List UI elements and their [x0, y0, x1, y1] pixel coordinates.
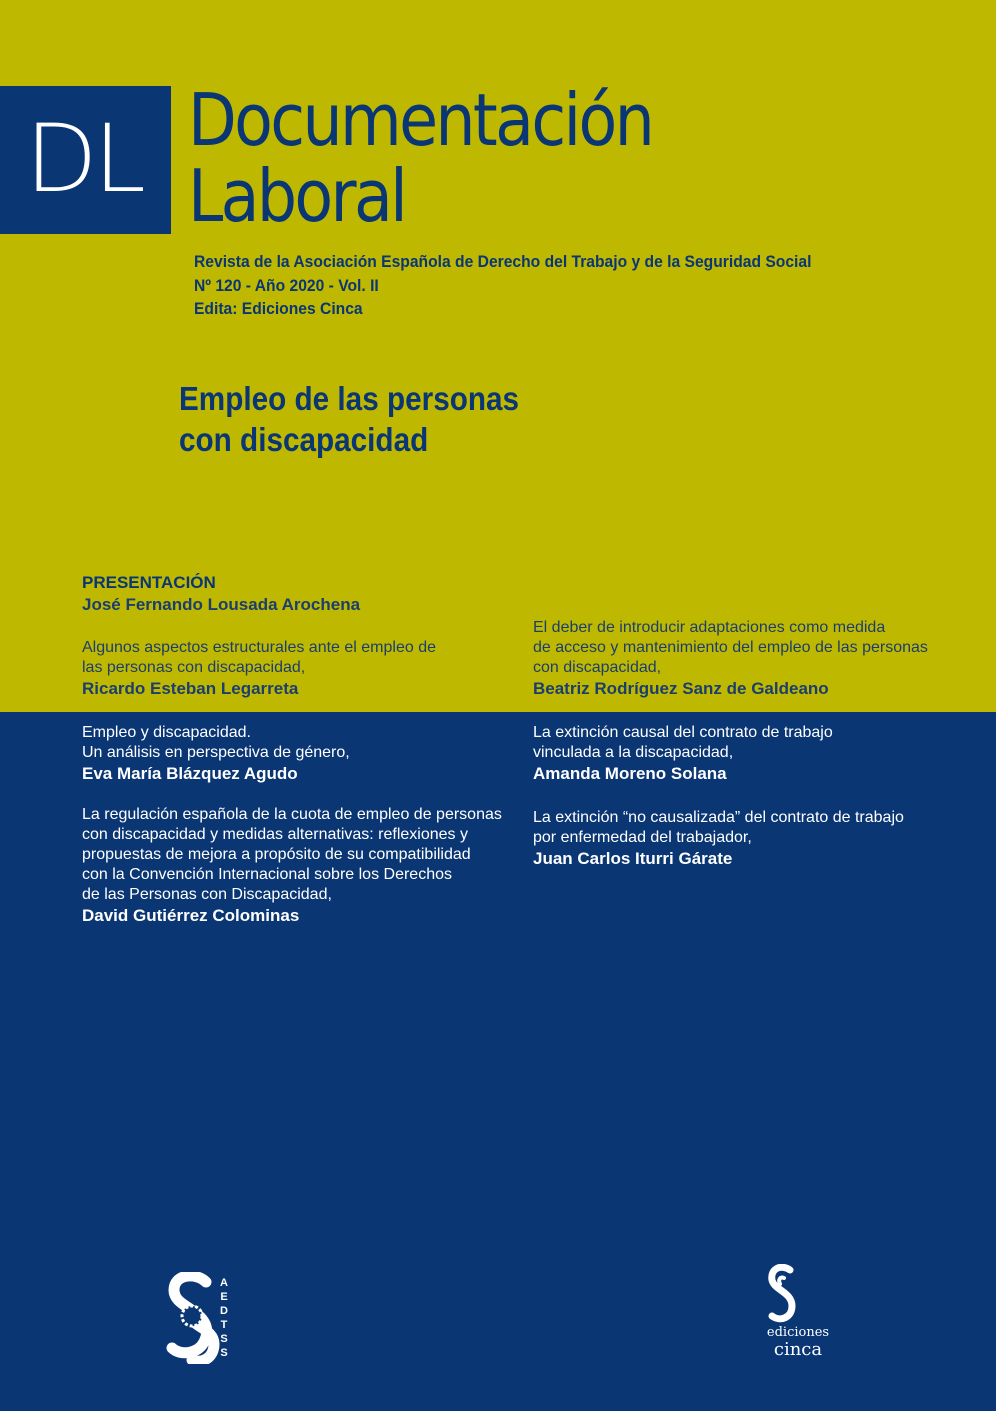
- article-title-line: El deber de introducir adaptaciones como medida: [533, 619, 886, 636]
- article-author: David Gutiérrez Colominas: [82, 906, 300, 925]
- aedtss-section-sign-icon: [166, 1272, 232, 1364]
- publisher-label: Edita:: [194, 299, 238, 318]
- article-4: [533, 723, 833, 784]
- article-title-line: propuestas de mejora a propósito de su compatibilidad: [82, 846, 471, 863]
- article-title-line: Un análisis en perspectiva de género,: [82, 744, 350, 761]
- journal-subtitle: Revista de la Asociación Española de Derecho del Trabajo y de la Seguridad Social: [194, 252, 812, 271]
- svg-text:D: D: [220, 1305, 228, 1317]
- presentation-author: José Fernando Lousada Arochena: [82, 595, 361, 614]
- journal-title: [188, 78, 653, 238]
- svg-text:A: A: [220, 1277, 228, 1289]
- article-title-line: de las Personas con Discapacidad,: [82, 886, 332, 903]
- journal-meta: [194, 250, 811, 321]
- article-title-line: La regulación española de la cuota de empleo de personas: [82, 806, 502, 823]
- article-3: [82, 723, 350, 784]
- article-1: [82, 638, 436, 699]
- svg-text:S: S: [220, 1333, 228, 1345]
- article-title-line: por enfermedad del trabajador,: [533, 829, 752, 846]
- cinca-logo-word1: ediciones: [766, 1325, 830, 1340]
- issue-title: [179, 378, 519, 460]
- issue-title-line2: con discapacidad: [179, 421, 429, 458]
- article-author: Amanda Moreno Solana: [533, 764, 727, 783]
- dl-logo-box: [0, 86, 171, 234]
- issue-title-line1: Empleo de las personas: [179, 380, 520, 417]
- article-2: [533, 618, 928, 699]
- journal-title-line2: Laboral: [188, 154, 406, 238]
- article-5: [82, 805, 502, 926]
- svg-text:T: T: [220, 1319, 228, 1331]
- article-title-line: las personas con discapacidad,: [82, 659, 306, 676]
- article-title-line: vinculada a la discapacidad,: [533, 744, 734, 761]
- svg-text:E: E: [220, 1291, 228, 1303]
- article-title-line: con la Convención Internacional sobre los Derechos: [82, 866, 452, 883]
- article-title-line: La extinción causal del contrato de trabajo: [533, 724, 833, 741]
- issue-number: Nº 120 - Año 2020 - Vol. II: [194, 275, 379, 295]
- article-title-line: Empleo y discapacidad.: [82, 724, 251, 741]
- cinca-logo-word2: cinca: [773, 1339, 823, 1360]
- aedtss-logo: [166, 1272, 232, 1364]
- article-6: [533, 808, 904, 869]
- article-title-line: con discapacidad,: [533, 659, 662, 676]
- article-author: Eva María Blázquez Agudo: [82, 764, 298, 783]
- cinca-s-icon: [762, 1264, 802, 1326]
- article-author: Juan Carlos Iturri Gárate: [533, 849, 733, 868]
- article-title-line: con discapacidad y medidas alternativas: reflexiones y: [82, 826, 468, 843]
- article-title-line: de acceso y mantenimiento del empleo de las personas: [533, 639, 928, 656]
- ediciones-cinca-logo: [762, 1264, 834, 1364]
- article-author: Ricardo Esteban Legarreta: [82, 679, 299, 698]
- article-title-line: Algunos aspectos estructurales ante el empleo de: [82, 639, 436, 656]
- article-title-line: La extinción “no causalizada” del contrato de trabajo: [533, 809, 904, 826]
- article-author: Beatriz Rodríguez Sanz de Galdeano: [533, 679, 829, 698]
- journal-title-line1: Documentación: [188, 78, 653, 162]
- presentation-label: PRESENTACIÓN: [82, 573, 216, 592]
- publisher-line: [194, 297, 811, 321]
- dl-logo-text: DL: [25, 105, 142, 214]
- svg-text:S: S: [220, 1347, 228, 1359]
- presentation-block: [82, 571, 360, 615]
- publisher-name: Ediciones Cinca: [241, 299, 363, 318]
